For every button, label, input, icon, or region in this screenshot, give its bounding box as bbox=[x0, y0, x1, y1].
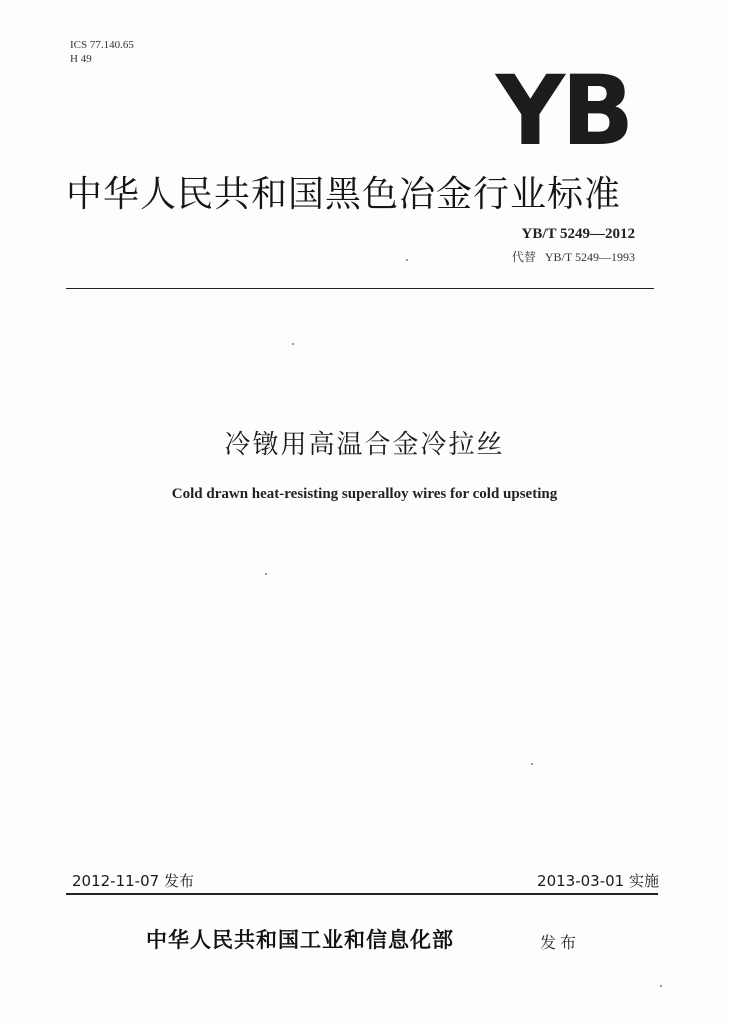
document-title-cn: 冷镦用高温合金冷拉丝 bbox=[224, 430, 505, 460]
yb-logo-text: YB bbox=[495, 66, 631, 150]
header-divider bbox=[66, 288, 654, 289]
standard-number: YB/T 5249—2012 bbox=[521, 226, 635, 242]
release-date: 2012-11-07 发布 bbox=[72, 872, 194, 890]
scan-speck bbox=[660, 985, 662, 987]
document-title-en: Cold drawn heat-resisting superalloy wires for cold upseting bbox=[171, 486, 558, 502]
issue-action: 发布 bbox=[540, 933, 581, 952]
yb-logo bbox=[488, 66, 638, 150]
ics-code: ICS 77.140.65 bbox=[70, 39, 134, 51]
scan-speck bbox=[265, 573, 267, 575]
implementation-date: 2013-03-01 实施 bbox=[537, 872, 659, 890]
scan-speck bbox=[292, 343, 294, 345]
issuing-authority: 中华人民共和国工业和信息化部 bbox=[146, 927, 454, 952]
classification-codes bbox=[70, 38, 134, 66]
category-code: H 49 bbox=[70, 53, 92, 65]
standard-replaces bbox=[512, 248, 635, 265]
replaces-label: 代替 bbox=[511, 250, 536, 264]
scan-speck bbox=[531, 763, 533, 765]
standard-organization-title: 中华人民共和国黑色冶金行业标准 bbox=[66, 174, 622, 215]
scan-speck bbox=[406, 259, 408, 261]
footer-divider bbox=[66, 893, 658, 895]
replaces-number: YB/T 5249—1993 bbox=[544, 250, 635, 264]
